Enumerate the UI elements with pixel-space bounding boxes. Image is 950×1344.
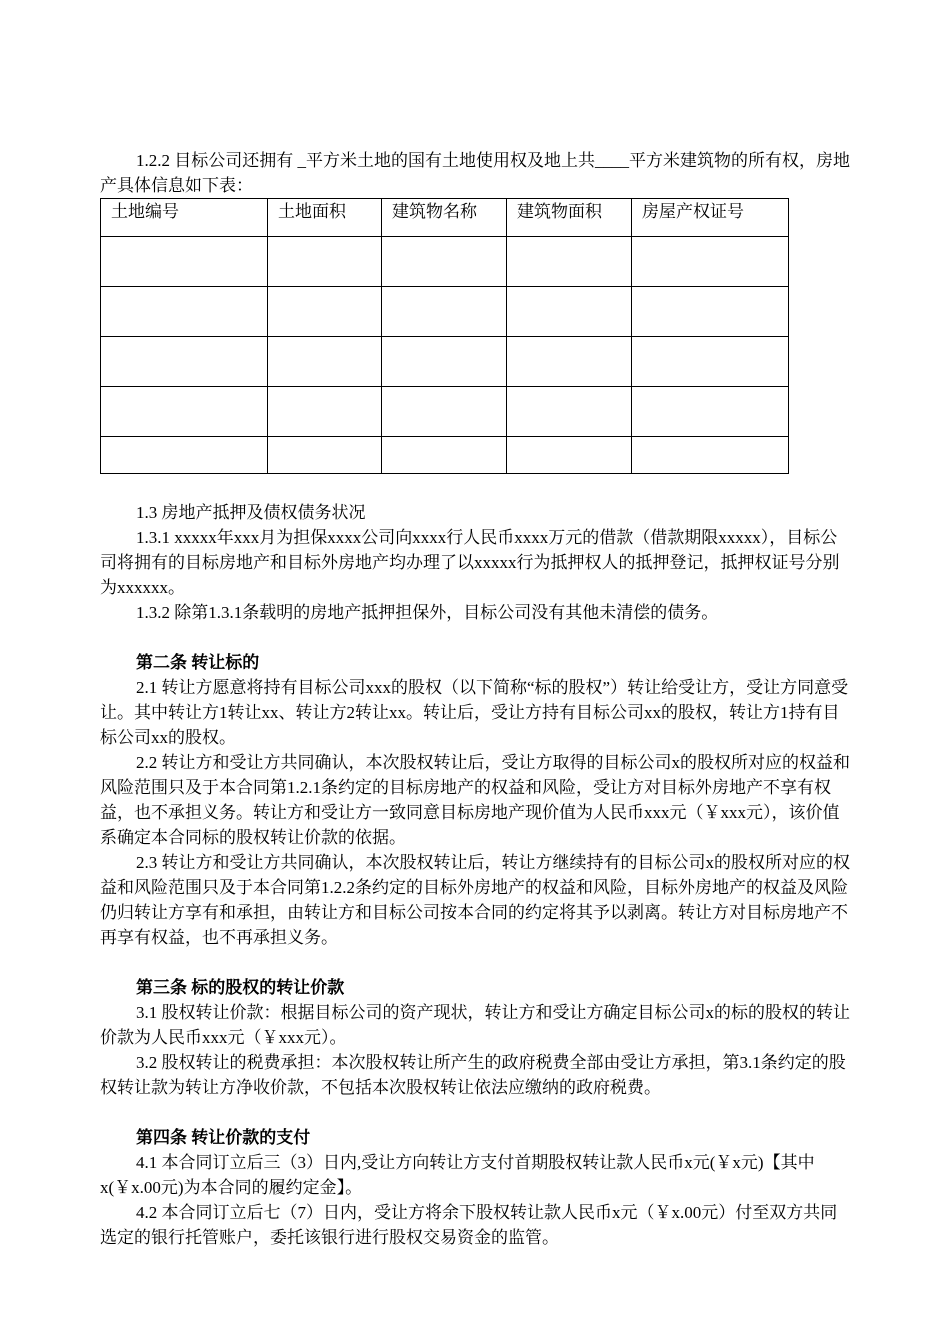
paragraph-3-2: 3.2 股权转让的税费承担：本次股权转让所产生的政府税费全部由受让方承担，第3.1条约定的股权转让款为转让方净收价款，不包括本次股权转让依法应缴纳的政府税费。 — [100, 1053, 846, 1097]
article-2-heading: 第二条 转让标的 — [136, 653, 260, 672]
table-cell — [268, 437, 382, 474]
table-cell — [507, 337, 632, 387]
paragraph-1-3-2: 1.3.2 除第1.3.1条载明的房地产抵押担保外，目标公司没有其他未清偿的债务。 — [136, 603, 719, 622]
table-cell — [382, 387, 507, 437]
table-cell — [507, 387, 632, 437]
table-cell — [268, 237, 382, 287]
table-cell — [101, 237, 268, 287]
table-row — [101, 337, 789, 387]
table-cell — [632, 437, 789, 474]
table-row — [101, 387, 789, 437]
table-cell — [382, 287, 507, 337]
table-row — [101, 287, 789, 337]
header-land-area: 土地面积 — [268, 199, 382, 237]
article-4-heading: 第四条 转让价款的支付 — [136, 1128, 311, 1147]
table-cell — [268, 287, 382, 337]
table-cell — [382, 337, 507, 387]
section-1-3-title: 1.3 房地产抵押及债权债务状况 — [136, 503, 366, 522]
table-cell — [507, 237, 632, 287]
header-building-name: 建筑物名称 — [382, 199, 507, 237]
paragraph-2-1: 2.1 转让方愿意将持有目标公司xxx的股权（以下简称“标的股权”）转让给受让方，受让方同意受让。其中转让方1转让xx、转让方2转让xx。转让后，受让方持有目标公司xx的股权，转让方1持有目标公司xx的股权。 — [100, 678, 849, 747]
table-cell — [632, 237, 789, 287]
header-building-area: 建筑物面积 — [507, 199, 632, 237]
table-cell — [507, 437, 632, 474]
paragraph-2-3: 2.3 转让方和受让方共同确认，本次股权转让后，转让方继续持有的目标公司x的股权所对应的权益和风险范围只及于本合同第1.2.2条约定的目标外房地产的权益和风险，目标外房地产的权益及风险仍归转让方享有和承担，由转让方和目标公司按本合同的约定将其予以剥离。转让方对目标房地产不再享有权益，也不再承担义务。 — [100, 853, 850, 947]
table-row — [101, 237, 789, 287]
table-cell — [268, 387, 382, 437]
table-cell — [382, 237, 507, 287]
paragraph-1-3-1: 1.3.1 xxxxx年xxx月为担保xxxx公司向xxxx行人民币xxxx万元的借款（借款期限xxxxx），目标公司将拥有的目标房地产和目标外房地产均办理了以xxxxx行为抵押权人的抵押登记，抵押权证号分别为xxxxxx。 — [100, 528, 840, 597]
table-row — [101, 437, 789, 474]
paragraph-4-1: 4.1 本合同订立后三（3）日内,受让方向转让方支付首期股权转让款人民币x元(￥x元)【其中x(￥x.00元)为本合同的履约定金】。 — [100, 1153, 815, 1197]
paragraph-1-2-2: 1.2.2 目标公司还拥有 _平方米土地的国有土地使用权及地上共____平方米建筑物的所有权，房地产具体信息如下表： — [100, 151, 850, 195]
table-cell — [268, 337, 382, 387]
table-cell — [101, 337, 268, 387]
header-land-number: 土地编号 — [101, 199, 268, 237]
paragraph-3-1: 3.1 股权转让价款：根据目标公司的资产现状，转让方和受让方确定目标公司x的标的股权的转让价款为人民币xxx元（￥xxx元）。 — [100, 1003, 850, 1047]
table-cell — [632, 287, 789, 337]
table-cell — [632, 337, 789, 387]
table-cell — [382, 437, 507, 474]
header-property-certificate: 房屋产权证号 — [632, 199, 789, 237]
table-cell — [632, 387, 789, 437]
paragraph-4-2: 4.2 本合同订立后七（7）日内，受让方将余下股权转让款人民币x元（￥x.00元）付至双方共同选定的银行托管账户，委托该银行进行股权交易资金的监管。 — [100, 1203, 838, 1247]
paragraph-2-2: 2.2 转让方和受让方共同确认，本次股权转让后，受让方取得的目标公司x的股权所对应的权益和风险范围只及于本合同第1.2.1条约定的目标房地产的权益和风险，受让方对目标外房地产不享有权益，也不承担义务。转让方和受让方一致同意目标房地产现价值为人民币xxx元（￥xxx元），该价值系确定本合同标的股权转让价款的依据。 — [100, 753, 850, 847]
article-3-heading: 第三条 标的股权的转让价款 — [136, 978, 345, 997]
table-cell — [101, 387, 268, 437]
table-cell — [507, 287, 632, 337]
table-cell — [101, 437, 268, 474]
document-body — [100, 148, 852, 1250]
table-cell — [101, 287, 268, 337]
table-header-row — [101, 199, 789, 237]
property-table — [100, 198, 789, 474]
